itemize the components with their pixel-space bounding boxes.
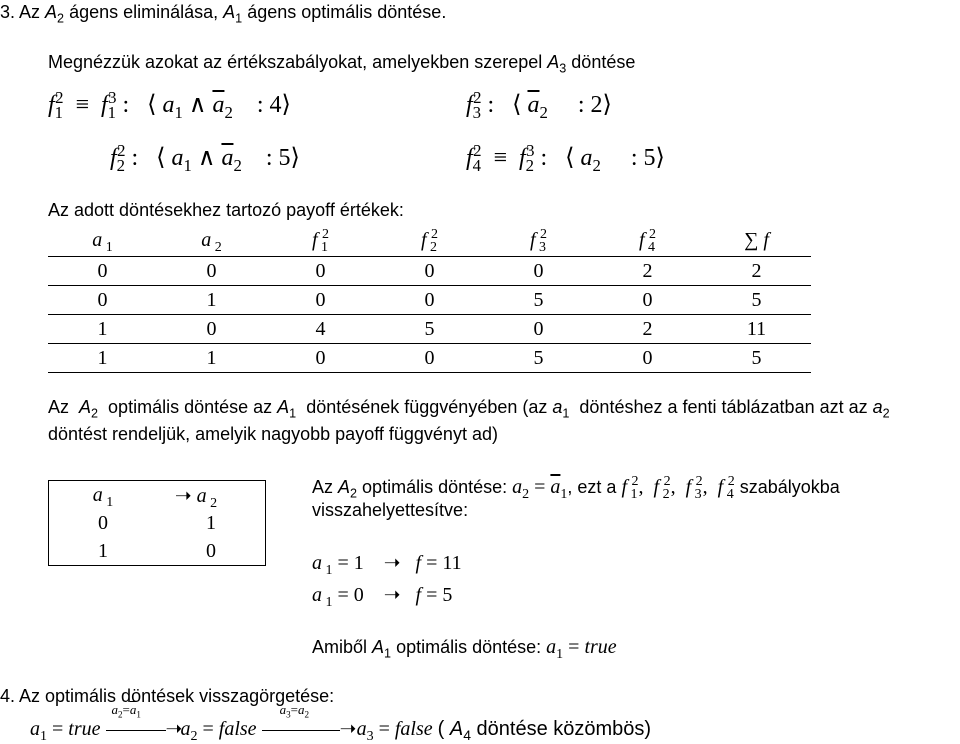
cell: 0 [375, 286, 484, 315]
cell: 0 [98, 511, 108, 534]
table-row [48, 315, 811, 344]
optimal-decision-line: Az $A_2$ optimális döntése: $a_2 = \overline{a}_1$, ezt a f $_1^2$, f $_2^2$, f $_3^2$, f $_4^2$ szabályokba [312, 474, 840, 502]
cell: 1 [157, 286, 266, 315]
payoff-table [48, 224, 811, 373]
rule-f32: $f_3^2$ : ⟨ $\overline{a}_2$ : 2⟩ [466, 88, 612, 122]
cell: 0 [157, 315, 266, 344]
rule-f42: $f_4^2 \equiv f_2^3$ : ⟨ $a_2$ : 5⟩ [466, 141, 665, 175]
result-row-2: a $_1$ = 0 ➝ f = 5 [312, 584, 453, 610]
cell: 0 [266, 286, 375, 315]
cell: 0 [48, 286, 157, 315]
cell: 0 [48, 257, 157, 286]
header-f12: f $_1^2$ [266, 224, 375, 257]
cell: 1 [98, 539, 108, 562]
cell: 1 [48, 344, 157, 373]
header-a2: ➝ a $_2$ [174, 484, 218, 511]
table-row [49, 509, 266, 537]
cell: 11 [702, 315, 811, 344]
table-row [48, 286, 811, 315]
cell: 5 [484, 344, 593, 373]
table-row [48, 257, 811, 286]
cell: 2 [593, 315, 702, 344]
arrow-icon: ➝ [383, 552, 401, 574]
header-sum-f: ∑ f [702, 224, 811, 257]
table-row [48, 344, 811, 373]
section-heading-3: 3. Az $A_2$ ágens eliminálása, $A_1$ ágens optimális döntése. [0, 2, 447, 26]
backtrack-line: $a_1$ = true $a_2=\overline{a}_1$ ➝ $a_2$ = false $a_3=a_2$ ➝ $a_3$ = false ( $A_4$ döntése közömbös) [30, 702, 652, 744]
cell: 1 [157, 344, 266, 373]
cell: 0 [593, 286, 702, 315]
header-f32: f $_3^2$ [484, 224, 593, 257]
rule-f1-f3: $f_1^2 \equiv f_1^3$ : ⟨ $a_1$ ∧ $\overline{a}_2$ : 4⟩ [48, 88, 291, 122]
cell: 2 [702, 257, 811, 286]
cell: 0 [375, 257, 484, 286]
paragraph-line-1: Az $A_2$ optimális döntése az $A_1$ döntésének függvényében (az $a_1$ döntéshez a fenti táblázatban azt az $a_2$ [48, 397, 890, 421]
arrow-1: $a_2=\overline{a}_1$ ➝ [106, 716, 176, 741]
substitution-line: visszahelyettesítve: [312, 500, 469, 520]
cell: 5 [702, 344, 811, 373]
cell: 0 [266, 257, 375, 286]
cell: 0 [266, 344, 375, 373]
table-row [49, 537, 266, 566]
rule-f22: $f_2^2$ : ⟨ $a_1$ ∧ $\overline{a}_2$ : 5⟩ [110, 141, 300, 175]
cell: 5 [375, 315, 484, 344]
cell: 0 [375, 344, 484, 373]
cell: 0 [206, 539, 216, 562]
conclusion-line: Amiből $A_1$ optimális döntése: $a_1$ = true [312, 636, 617, 662]
cell: 0 [157, 257, 266, 286]
header-f22: f $_2^2$ [375, 224, 484, 257]
decision-table [48, 480, 266, 566]
cell: 0 [484, 257, 593, 286]
result-row-1: a $_1$ = 1 ➝ f = 11 [312, 552, 462, 578]
header-f42: f $_4^2$ [593, 224, 702, 257]
intro-line: Megnézzük azokat az értékszabályokat, amelyekben szerepel $A_3$ döntése [48, 52, 636, 76]
cell: 0 [593, 344, 702, 373]
payoff-heading: Az adott döntésekhez tartozó payoff értékek: [48, 200, 404, 220]
cell: 5 [484, 286, 593, 315]
cell: 4 [266, 315, 375, 344]
cell: 1 [206, 511, 216, 534]
section-heading-4: 4. Az optimális döntések visszagörgetése: [0, 686, 335, 706]
cell: 2 [593, 257, 702, 286]
arrow-2: $a_3=a_2$ ➝ [262, 716, 352, 741]
cell: 0 [484, 315, 593, 344]
header-a1: a $_1$ [48, 224, 157, 257]
header-a2: a $_2$ [157, 224, 266, 257]
cell: 5 [702, 286, 811, 315]
cell: 1 [48, 315, 157, 344]
arrow-icon: ➝ [383, 584, 401, 606]
header-a1: a $_1$ [92, 483, 114, 510]
paragraph-line-2: döntést rendeljük, amelyik nagyobb payoff függvényt ad) [48, 424, 498, 444]
